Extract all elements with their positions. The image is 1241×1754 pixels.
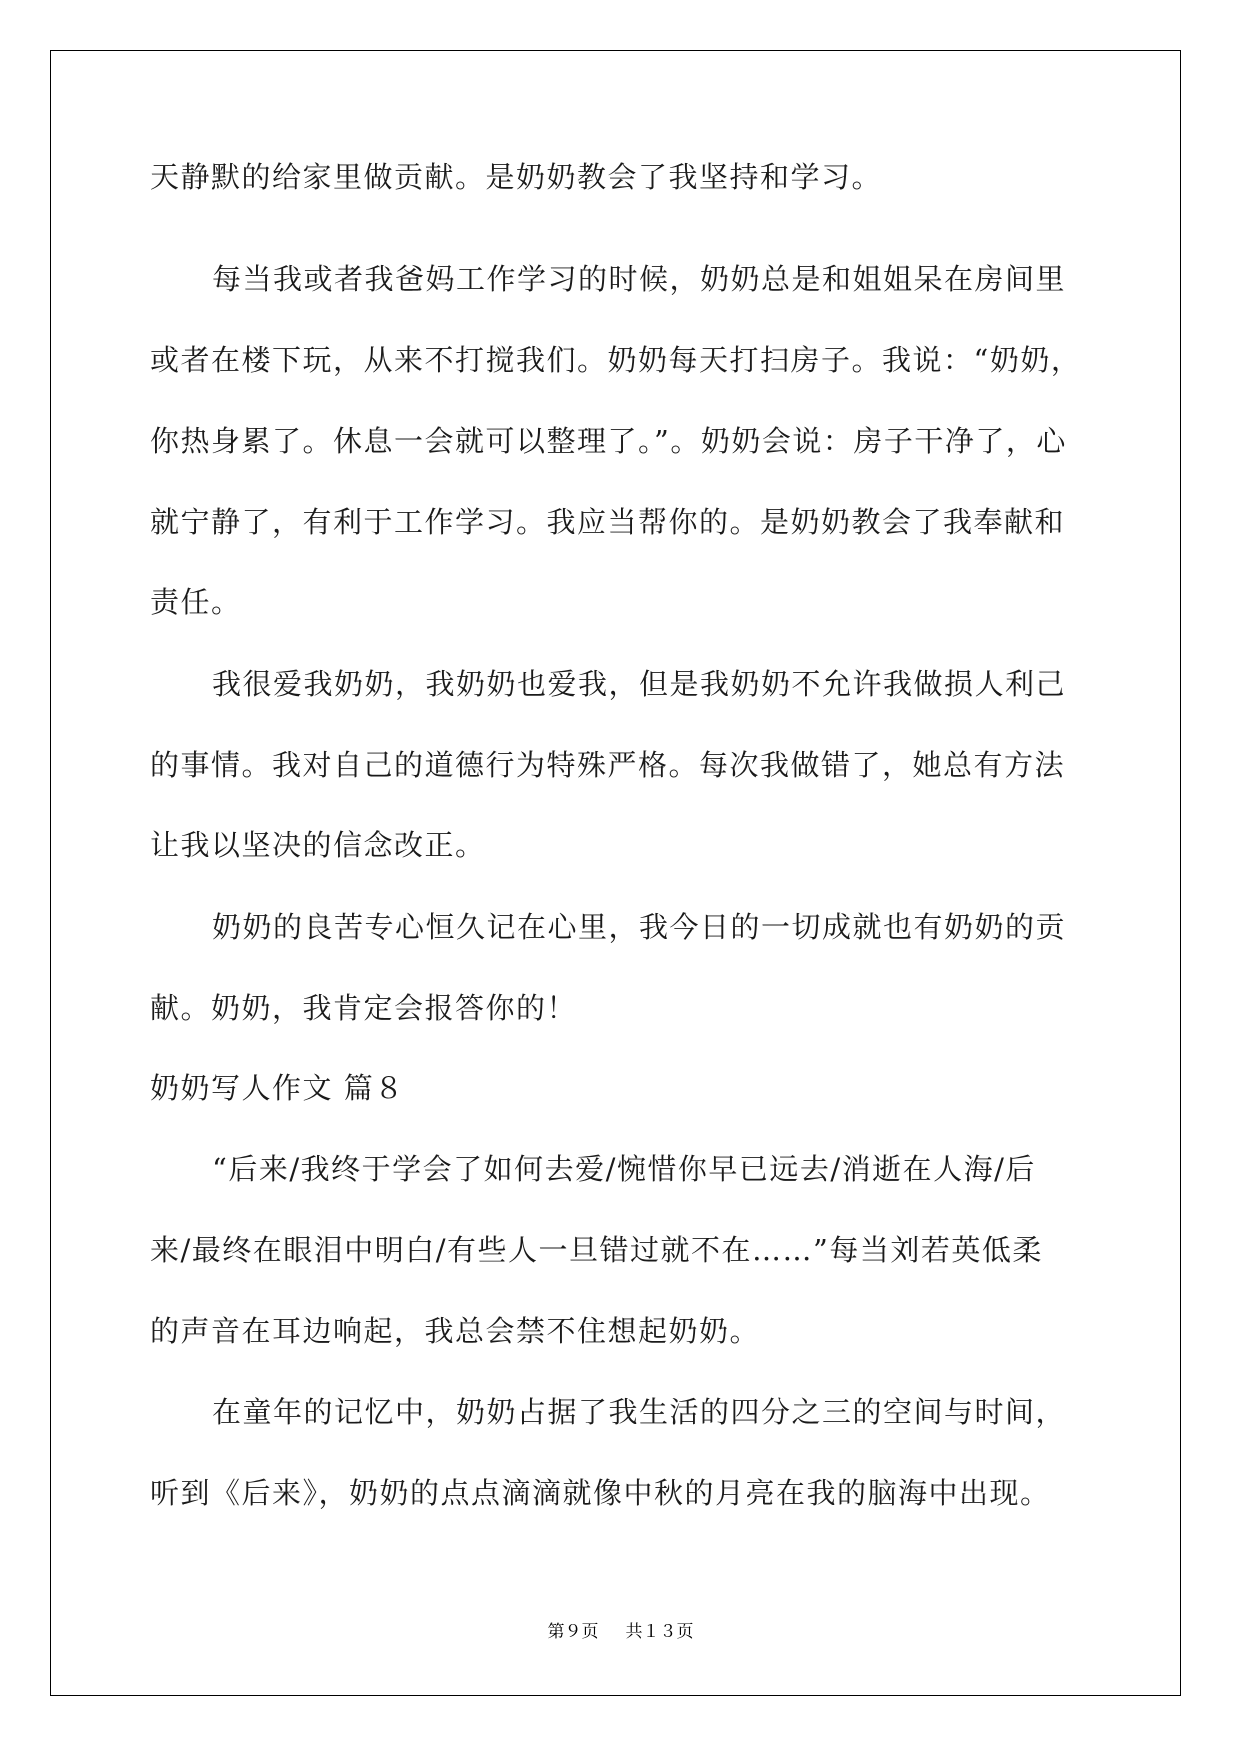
text-line-9: 让我以坚决的信念改正。 — [150, 828, 486, 862]
paragraph-start-line-10: 奶奶的良苦专心恒久记在心里，我今日的一切成就也有奶奶的贡 — [212, 910, 1067, 944]
section-heading: 奶奶写人作文 篇８ — [150, 1071, 405, 1105]
page-footer — [0, 1617, 1241, 1642]
text-line-4: 你热身累了。休息一会就可以整理了。”。奶奶会说：房子干净了，心 — [150, 424, 1067, 458]
text-line-1: 天静默的给家里做贡献。是奶奶教会了我坚持和学习。 — [150, 160, 883, 194]
text-line-8: 的事情。我对自己的道德行为特殊严格。每次我做错了，她总有方法 — [150, 748, 1066, 782]
total-pages: 共１３页 — [625, 1622, 694, 1642]
text-line-11: 献。奶奶，我肯定会报答你的！ — [150, 991, 578, 1025]
text-line-15: 的声音在耳边响起，我总会禁不住想起奶奶。 — [150, 1314, 761, 1348]
text-line-14: 来/最终在眼泪中明白/有些人一旦错过就不在……”每当刘若英低柔 — [150, 1233, 1043, 1267]
paragraph-start-line-16: 在童年的记忆中，奶奶占据了我生活的四分之三的空间与时间， — [212, 1395, 1067, 1429]
paragraph-start-line-13: “后来/我终于学会了如何去爱/惋惜你早已远去/消逝在人海/后 — [212, 1152, 1036, 1186]
text-line-5: 就宁静了，有利于工作学习。我应当帮你的。是奶奶教会了我奉献和 — [150, 505, 1066, 539]
text-line-17: 听到《后来》，奶奶的点点滴滴就像中秋的月亮在我的脑海中出现。 — [150, 1476, 1051, 1510]
text-line-3: 或者在楼下玩，从来不打搅我们。奶奶每天打扫房子。我说：“奶奶， — [150, 343, 1082, 377]
paragraph-start-line-2: 每当我或者我爸妈工作学习的时候，奶奶总是和姐姐呆在房间里 — [212, 262, 1067, 296]
text-line-6: 责任。 — [150, 585, 242, 619]
page-number: 第９页 — [547, 1622, 599, 1642]
paragraph-start-line-7: 我很爱我奶奶，我奶奶也爱我，但是我奶奶不允许我做损人利己 — [212, 667, 1067, 701]
